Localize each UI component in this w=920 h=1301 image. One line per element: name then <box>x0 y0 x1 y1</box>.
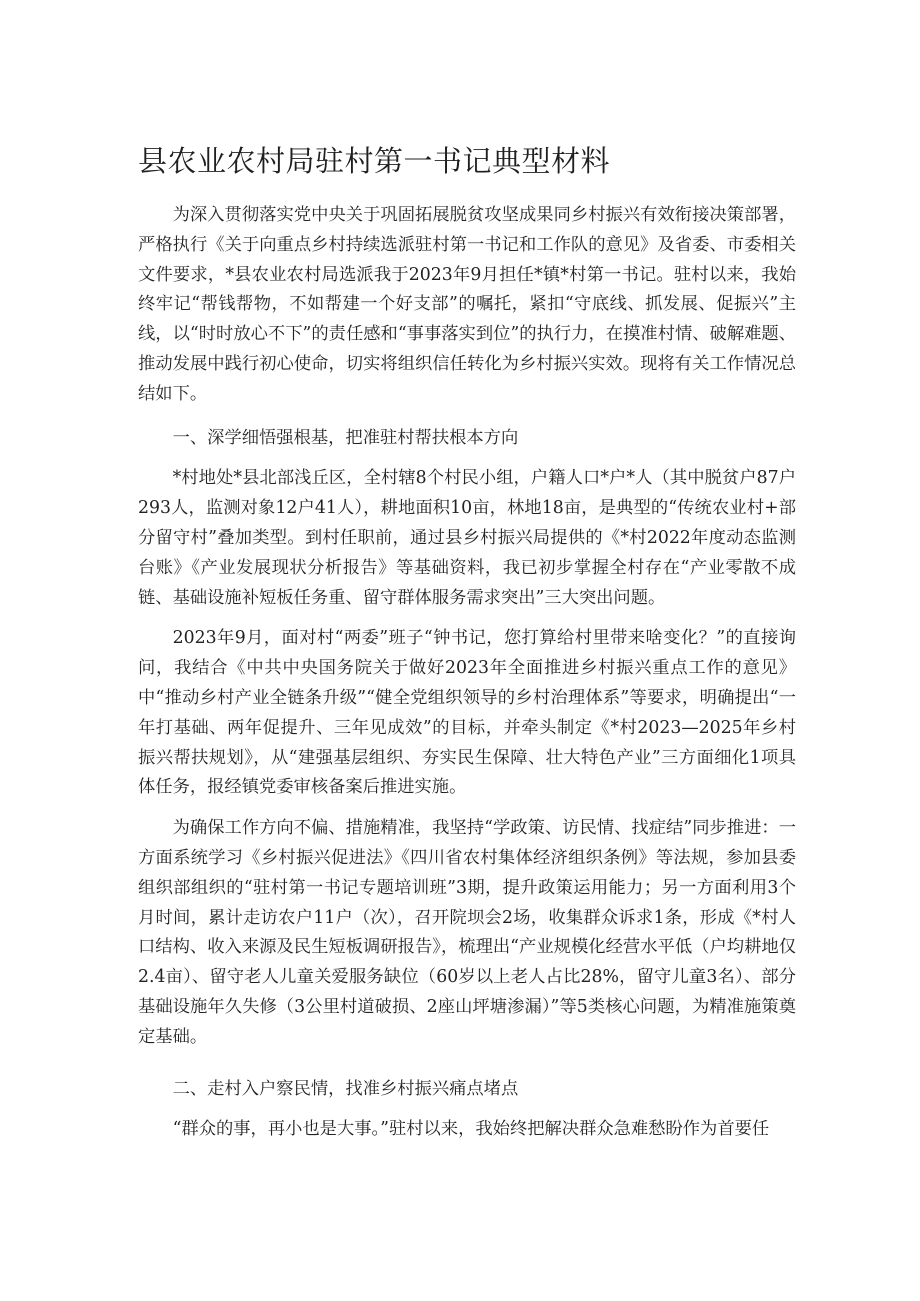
intro-paragraph: 为深入贯彻落实党中央关于巩固拓展脱贫攻坚成果同乡村振兴有效衔接决策部署，严格执行《关于向重点乡村持续选派驻村第一书记和工作队的意见》及省委、市委相关文件要求，*县农业农村局选派我于2023年9月担任*镇*村第一书记。驻村以来，我始终牢记“帮钱帮物，不如帮建一个好支部”的嘱托，紧扣“守底线、抓发展、促振兴”主线，以“时时放心不下”的责任感和“事事落实到位”的执行力，在摸准村情、破解难题、推动发展中践行初心使命，切实将组织信任转化为乡村振兴实效。现将有关工作情况总结如下。 <box>138 205 796 404</box>
section-heading-1: 一、深学细悟强根基，把准驻村帮扶根本方向 <box>172 427 519 448</box>
body-paragraph: 2023年9月，面对村“两委”班子“钟书记，您打算给村里带来啥变化？”的直接询问，我结合《中共中央国务院关于做好2023年全面推进乡村振兴重点工作的意见》中“推动乡村产业全链条升级”“健全党组织领导的乡村治理体系”等要求，明确提出“一年打基础、两年促提升、三年见成效”的目标，并牵头制定《*村2023—2025年乡村振兴帮扶规划》，从“建强基层组织、夯实民生保障、壮大特色产业”三方面细化1项具体任务，报经镇党委审核备案后推进实施。 <box>138 628 796 798</box>
body-paragraph: “群众的事，再小也是大事。”驻村以来，我始终把解决群众急难愁盼作为首要任 <box>172 1119 770 1140</box>
section-heading-2: 二、走村入户察民情，找准乡村振兴痛点堵点 <box>172 1078 519 1099</box>
body-paragraph: *村地处*县北部浅丘区，全村辖8个村民小组，户籍人口*户*人（其中脱贫户87户293人，监测对象12户41人），耕地面积10亩，林地18亩，是典型的“传统农业村+部分留守村”叠加类型。到村任职前，通过县乡村振兴局提供的《*村2022年度动态监测台账》《产业发展现状分析报告》等基础资料，我已初步掌握全村存在“产业零散不成链、基础设施补短板任务重、留守群体服务需求突出”三大突出问题。 <box>138 468 796 608</box>
document-title: 县农业农村局驻村第一书记典型材料 <box>138 144 611 178</box>
body-paragraph: 为确保工作方向不偏、措施精准，我坚持“学政策、访民情、找症结”同步推进：一方面系统学习《乡村振兴促进法》《四川省农村集体经济组织条例》等法规，参加县委组织部组织的“驻村第一书记专题培训班”3期，提升政策运用能力；另一方面利用3个月时间，累计走访农户11户（次），召开院坝会2场，收集群众诉求1条，形成《*村人口结构、收入来源及民生短板调研报告》，梳理出“产业规模化经营水平低（户均耕地仅2.4亩）、留守老人儿童关爱服务缺位（60岁以上老人占比28%，留守儿童3名）、部分基础设施年久失修（3公里村道破损、2座山坪塘渗漏）”等5类核心问题，为精准施策奠定基础。 <box>138 818 796 1047</box>
document-body <box>138 201 796 1145</box>
